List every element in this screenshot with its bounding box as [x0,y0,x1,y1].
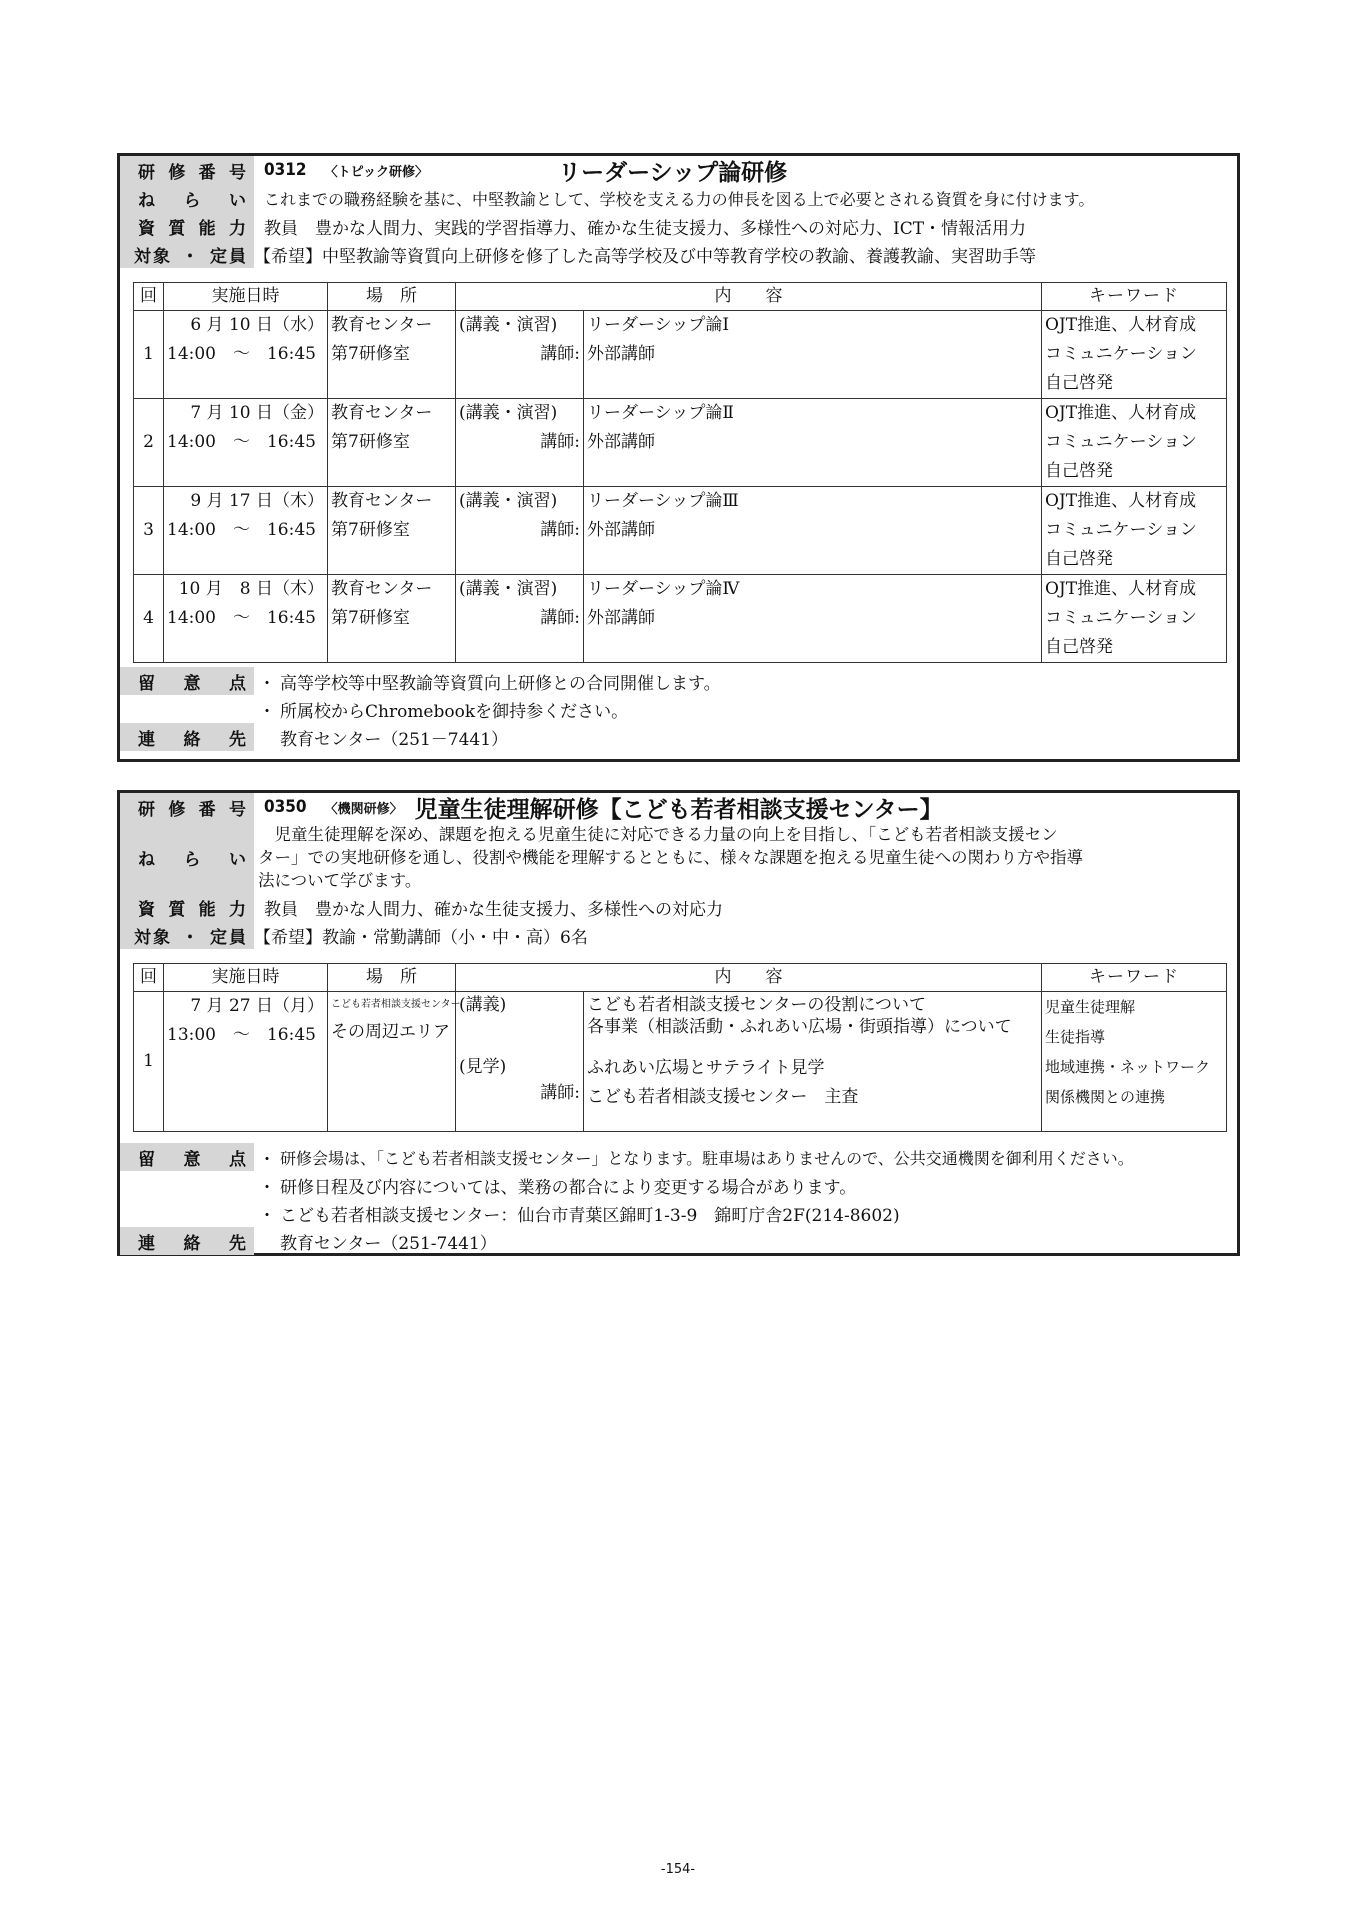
schedule-table [133,282,1227,663]
label-notes: 留 意 点 [120,667,254,695]
aim-text: 児童生徒理解を深め、課題を抱える児童生徒に対応できる力量の向上を目指し、「こども若者相談支援セン ター」での実地研修を通し、役割や機能を理解するとともに、様々な課題を抱える児童生徒への関わり方や指導 法について学びます。 [258,824,1083,890]
table-header-row [134,964,1227,992]
session-round: 4 [134,575,164,663]
target-text: 【希望】中堅教諭等資質向上研修を修了した高等学校及び中等教育学校の教諭、養護教諭、実習助手等 [254,246,1036,267]
session-topic: リーダーシップ論Ⅳ 外部講師 [584,575,1042,663]
label-number: 研 修 番 号 [120,793,254,821]
contact-row [120,723,1237,751]
notes-section [120,667,1237,751]
session-datetime: 10 月 8 日（木） 14:00 ～ 16:45 [164,575,328,663]
session-keywords: OJT推進、人材育成 コミュニケーション 自己啓発 [1042,399,1227,487]
page-number: -154- [660,1862,696,1877]
table-row [134,575,1227,663]
session-place: 教育センター 第7研修室 [328,311,456,399]
session-type: (講義・演習) 講師: [456,399,584,487]
note-line: 留 意 点 ・ 高等学校等中堅教諭等資質向上研修との合同開催します。 [120,667,1237,695]
target-row [120,240,1237,268]
header-date: 実施日時 [164,964,328,992]
session-datetime: 7 月 27 日（月） 13:00 ～ 16:45 [164,992,328,1132]
aim-text: これまでの職務経験を基に、中堅教諭として、学校を支える力の伸長を図る上で必要とされる資質を身に付けます。 [264,189,1095,209]
note-text: 所属校からChromebookを御持参ください。 [280,701,629,722]
course-header [120,793,1237,821]
note-line: ・ こども若者相談支援センター：仙台市青葉区錦町1-3-9 錦町庁舎2F(214-8602) [120,1199,1237,1227]
session-type: (講義・演習) 講師: [456,487,584,575]
header-round: 回 [134,283,164,311]
session-round: 3 [134,487,164,575]
session-topic: こども若者相談支援センターの役割について 各事業（相談活動・ふれあい広場・街頭指導）について ふれあい広場とサテライト見学 こども若者相談支援センター 主査 [584,992,1042,1132]
session-place: 教育センター 第7研修室 [328,575,456,663]
header-date: 実施日時 [164,283,328,311]
note-text: 研修日程及び内容については、業務の都合により変更する場合があります。 [280,1177,857,1198]
session-type: (講義・演習) 講師: [456,311,584,399]
session-type: (講義) (見学) 講師: [456,992,584,1132]
session-datetime: 9 月 17 日（木） 14:00 ～ 16:45 [164,487,328,575]
session-place: 教育センター 第7研修室 [328,487,456,575]
table-row [134,399,1227,487]
table-header-row [134,283,1227,311]
ability-text: 教員 豊かな人間力、確かな生徒支援力、多様性への対応力 [264,899,723,920]
course-block-0350 [117,790,1240,1256]
note-text: 研修会場は、「こども若者相談支援センター」となります。駐車場はありませんので、公共交通機関を御利用ください。 [280,1148,1134,1168]
table-row [134,487,1227,575]
header-keyword: キーワード [1042,964,1227,992]
session-keywords: OJT推進、人材育成 コミュニケーション 自己啓発 [1042,311,1227,399]
session-datetime: 7 月 10 日（金） 14:00 ～ 16:45 [164,399,328,487]
session-topic: リーダーシップ論Ⅲ 外部講師 [584,487,1042,575]
ability-row [120,212,1237,240]
contact-row [120,1227,1237,1255]
label-target: 対象 ・ 定員 [120,921,254,949]
table-row [134,992,1227,1132]
ability-text: 教員 豊かな人間力、実践的学習指導力、確かな生徒支援力、多様性への対応力、ICT・情報活用力 [264,218,1027,239]
header-place: 場 所 [328,964,456,992]
schedule-table [133,963,1227,1132]
session-datetime: 6 月 10 日（水） 14:00 ～ 16:45 [164,311,328,399]
label-notes: 留 意 点 [120,1143,254,1171]
course-block-0312 [117,153,1240,762]
contact-text: 教育センター（251-7441） [280,1233,497,1254]
session-place: 教育センター 第7研修室 [328,399,456,487]
course-code: 0350 [264,797,307,817]
header-place: 場 所 [328,283,456,311]
ability-row [120,893,1237,921]
note-text: こども若者相談支援センター：仙台市青葉区錦町1-3-9 錦町庁舎2F(214-8602) [280,1205,900,1226]
header-keyword: キーワード [1042,283,1227,311]
label-contact: 連 絡 先 [120,723,254,751]
session-topic: リーダーシップ論Ⅱ 外部講師 [584,399,1042,487]
course-title: 児童生徒理解研修【こども若者相談支援センター】 [414,796,943,823]
header-round: 回 [134,964,164,992]
session-type: (講義・演習) 講師: [456,575,584,663]
header-content: 内 容 [456,964,1042,992]
session-round: 2 [134,399,164,487]
note-line: 留 意 点 ・ 研修会場は、「こども若者相談支援センター」となります。駐車場はありませんので、公共交通機関を御利用ください。 [120,1143,1237,1171]
target-row [120,921,1237,949]
session-keywords: OJT推進、人材育成 コミュニケーション 自己啓発 [1042,575,1227,663]
header-content: 内 容 [456,283,1042,311]
session-round: 1 [134,311,164,399]
note-line: ・ 研修日程及び内容については、業務の都合により変更する場合があります。 [120,1171,1237,1199]
course-kind: 〈機関研修〉 [324,801,403,817]
notes-section [120,1143,1237,1255]
label-target: 対象 ・ 定員 [120,240,254,268]
label-number: 研 修 番 号 [120,156,254,184]
label-ability: 資 質 能 力 [120,212,254,240]
note-text: 高等学校等中堅教諭等資質向上研修との合同開催します。 [280,673,721,694]
aim-row [120,821,1237,893]
label-aim: ね ら い [120,184,254,212]
session-place: こども若者相談支援センター その周辺エリア [328,992,456,1132]
label-contact: 連 絡 先 [120,1227,254,1255]
course-code: 0312 [264,160,307,180]
course-kind: 〈トピック研修〉 [324,164,429,180]
session-keywords: OJT推進、人材育成 コミュニケーション 自己啓発 [1042,487,1227,575]
target-text: 【希望】教諭・常勤講師（小・中・高）6名 [254,927,588,948]
aim-row [120,184,1237,212]
session-topic: リーダーシップ論Ⅰ 外部講師 [584,311,1042,399]
session-round: 1 [134,992,164,1132]
session-keywords: 児童生徒理解 生徒指導 地域連携・ネットワーク 関係機関との連携 [1042,992,1227,1132]
table-row [134,311,1227,399]
course-header [120,156,1237,184]
note-line: ・ 所属校からChromebookを御持参ください。 [120,695,1237,723]
label-ability: 資 質 能 力 [120,893,254,921]
contact-text: 教育センター（251－7441） [280,729,509,750]
course-title: リーダーシップ論研修 [558,159,788,186]
label-aim: ね ら い [120,821,254,893]
